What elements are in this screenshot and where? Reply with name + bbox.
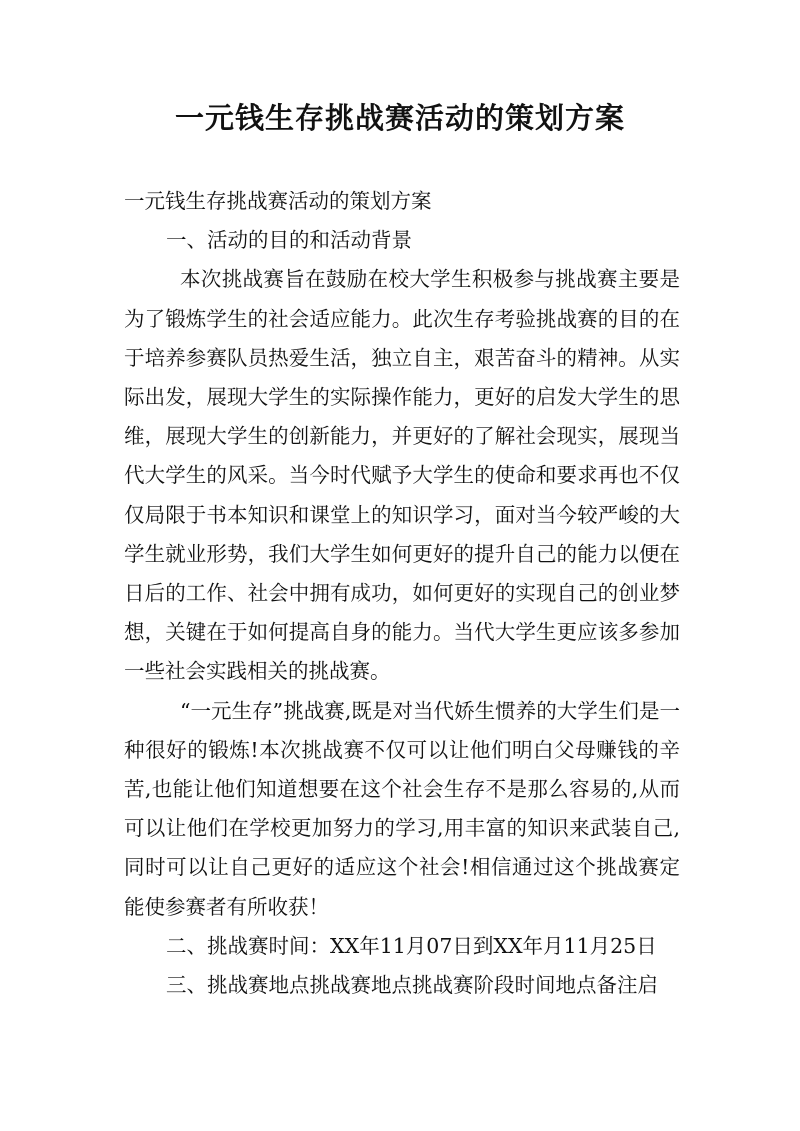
document-title: 一元钱生存挑战赛活动的策划方案: [174, 101, 625, 135]
paragraph-background: 本次挑战赛旨在鼓励在校大学生积极参与挑战赛主要是为了锻炼学生的社会适应能力。此次生存考验挑战赛的目的在于培养参赛队员热爱生活，独立自主，艰苦奋斗的精神。从实际出发，展现大学生的实际操作能力，更好的启发大学生的思维，展现大学生的创新能力，并更好的了解社会现实，展现当代大学生的风采。当今时代赋予大学生的使命和要求再也不仅仅局限于书本知识和课堂上的知识学习，面对当今较严峻的大学生就业形势，我们大学生如何更好的提升自己的能力以便在日后的工作、社会中拥有成功，如何更好的实现自己的创业梦想，关键在于如何提高自身的能力。当代大学生更应该多参加一些社会实践相关的挑战赛。: [124, 267, 680, 684]
paragraph-challenge: “一元生存”挑战赛,既是对当代娇生惯养的大学生们是一种很好的锻炼!本次挑战赛不仅可以让他们明白父母赚钱的辛苦,也能让他们知道想要在这个社会生存不是那么容易的,从而可以让他们在学校更加努力的学习,用丰富的知识来武装自己,同时可以让自己更好的适应这个社会!相信通过这个挑战赛定能使参赛者有所收获！: [124, 698, 680, 919]
section-time: 二、挑战赛时间：XX年11月07日到XX年月11月25日: [166, 933, 657, 958]
section-location: 三、挑战赛地点挑战赛地点挑战赛阶段时间地点备注启: [166, 973, 658, 998]
section-heading-purpose: 一、活动的目的和活动背景: [166, 228, 412, 253]
document-subtitle: 一元钱生存挑战赛活动的策划方案: [124, 189, 432, 213]
document-body: [124, 182, 680, 1005]
